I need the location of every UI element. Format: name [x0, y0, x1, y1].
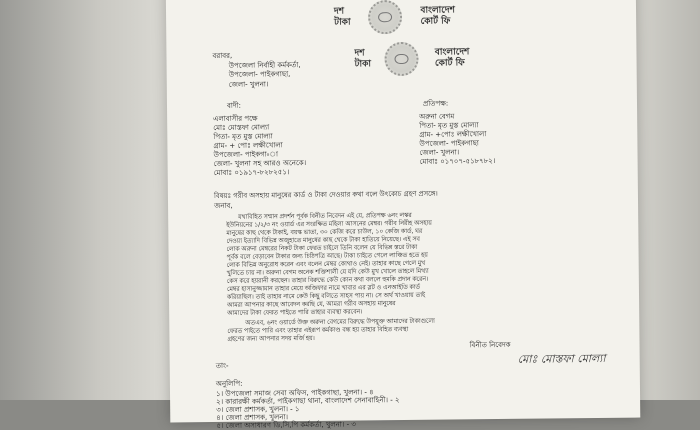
stamp-top-left: দশ	[333, 6, 345, 17]
body-line: ইউনিয়নের ১/২/৩ নং ওয়ার্ড এর সংরক্ষিত মহিলা আসনের মেম্বর। গরীব নিরীহ অসহায়	[226, 219, 432, 229]
plaintiff-line: পিতা- মৃত মুস্ত মোল্যা	[213, 132, 273, 141]
body-line: অতএব, ৬নং ওয়ার্ডে উক্ত অরুনা বেগমের বিরুদ্ধে উপযুক্ত আমাদের টাকাগুলো	[245, 317, 435, 327]
recipient-line: উপজেলা- পাইকগাছা,	[228, 70, 291, 79]
body-line: কেস করে হয়রানী করছেন। তাহার বিরুদ্ধে কেউ কোন কথা বললে হুমকি প্রদান করেন।	[226, 275, 429, 285]
stamp-mid-left: দশ	[354, 48, 365, 59]
court-fee-stamp-mid	[354, 41, 469, 76]
body-line: ফেরত পাইতে পারি এবং তাহার এইরূপ কর্মকাণ্ড বন্ধ হয় তাহার বিহিত ব্যবস্থা	[227, 325, 409, 335]
court-fee-stamp-top	[334, 0, 455, 35]
body-line: যথাবিহিত সম্মান প্রদর্শন পূর্বক বিনীত নিবেদন এই যে, প্রতিপক্ষ ৬নং লস্কর	[238, 211, 412, 221]
stamp-top-right2: কোর্ট ফি	[420, 16, 451, 27]
stamp-top-left2: টাকা	[334, 17, 351, 28]
defendant-line: উপজেলা- পাইকগাছা	[419, 139, 479, 148]
stamp-mid-left2: টাকা	[354, 59, 372, 70]
body-line: পূর্বক বলে বেড়াবেন টাকার জন্য চিঠিপত্রি আছে। টাকা চাইতে গেলে লাঞ্চিত হতে হয়	[226, 251, 428, 261]
document-page	[166, 0, 641, 430]
plaintiff-line: মোবাঃ ০১৯১৭-৮২৮২৫১।	[213, 168, 290, 177]
body-line: মেম্বর হাসানুজ্জামান তাহার মেয়ে অজিফার নামে খাবার এর স্লট ও এনআইডি কার্ড	[226, 283, 421, 293]
stamp-seal-icon	[385, 42, 419, 76]
body-line: গ্রহণের জন্য আপনার সদয় মর্জি হয়।	[227, 334, 315, 343]
defendant-line: পিতা- মৃত মুস্ত মোল্যা	[419, 121, 479, 130]
body-line: করিয়াছিল। তাই তাহার নামে কেউ কিছু বলিতে সাহস পায় না। সে অর্থ খাওয়ায় তাই	[226, 291, 426, 301]
stamp-mid-right2: কোর্ট ফি	[434, 58, 465, 69]
copy-line: ৫। জেলা অসাধারণ ডি,সি,পি কর্মকর্তা, খুলনা। - ৩	[216, 420, 356, 430]
defendant-line: জেলা- খুলনা।	[419, 148, 460, 157]
copy-line: ১। উপজেলা সমাজ সেবা অফিস, পাইকগাছা, খুলনা। - ৪	[215, 388, 374, 398]
copy-line: ৪। জেলা প্রশাসক, খুলনা।	[216, 413, 289, 422]
plaintiff-line: উপজেলা- পাইকগা৹া	[213, 150, 279, 159]
stamp-seal-icon	[368, 0, 402, 34]
copy-line: ৩। জেলা প্রশাসক, খুলনা। - ১	[216, 405, 300, 414]
recipient-line: জেলা- খুলনা।	[228, 80, 269, 89]
body-line: আমাদের টাকা ফেরত পাইতে পারি তাহার ব্যবস্থা করবেন।	[227, 308, 363, 317]
stamp-mid-right: বাংলাদেশ	[434, 47, 470, 58]
defendant-heading: প্রতিপক্ষ:	[422, 99, 449, 108]
defendant-line: গ্রাম- +পোঃ লক্ষীখোলা	[419, 130, 487, 139]
recipient-line: উপজেলা নির্বাহী কর্মকর্তা,	[228, 61, 301, 70]
date-label: তাং-	[215, 361, 229, 370]
body-line: লোক বিভিন্ন অনুরোধ করেন এবং বলেন মেম্বর কোথাও নেই। তাহার কাছে গেলে মুখ	[226, 259, 426, 269]
plaintiff-heading: বাদী:	[226, 101, 242, 110]
defendant-line: মোবাঃ ০১৭০৭-৫১৮৭৮২।	[419, 157, 496, 166]
body-line: মানুষের কাছ থেকে টাকাই, বয়স্ক ভাতা, ৩০ কেজি করে চাউল, ১০ কেজি কার্ড, ঘর	[226, 227, 423, 237]
defendant-line: অরুনা বেগম	[419, 112, 455, 121]
signature: মোঃ মোস্তফা মোল্যা	[517, 351, 606, 366]
stamp-top-right: বাংলাদেশ	[420, 5, 455, 16]
body-line: লোক অরুনা মেম্বরের নিকট টাকা ফেরত চাইলে তিনি বলেন যে বিভিন্ন স্তরে টাকা	[226, 243, 418, 253]
copy-heading: অনুলিপি:	[215, 379, 243, 388]
recipient-line: বরাবর,	[212, 51, 233, 60]
plaintiff-line: গ্রাম- + পোঃ লক্ষীখোলা	[213, 141, 283, 150]
copy-line: ২। কারারক্ষী কর্মকর্তা, পাইকগাছা থানা, বাংলাদেশ সেনাবাহিনী। - ২	[216, 396, 400, 406]
plaintiff-line: জেলা- খুলনা সহ আরও অনেকে।	[213, 159, 307, 168]
subject-line: বিষয়ঃ গরীব অসহায় মানুষের কার্ড ও টাকা দেওয়ার কথা বলে উৎকোচ গ্রহণ প্রসঙ্গে।	[213, 189, 438, 200]
plaintiff-line: এলাবাসীর পক্ষে	[213, 114, 258, 123]
body-line: আমরা আপনার কাছে আবেদন করছি যে, আমরা গরীব অসহায় মানুষের	[227, 300, 396, 309]
body-line: খুলিতে চায় না। অরুনা বেগম অনেক শক্তিশালী যে যদি কেউ মুখ খোলে তাহলে মিথ্যা	[226, 267, 429, 277]
body-line: দেওয়া ইত্যাদি বিভিন্ন অজুহাতে মানুষের কাছ থেকে টাকা হাতিয়ে নিয়েছে। এই সব	[226, 235, 420, 245]
plaintiff-line: মোঃ মোস্তফা মোল্যা	[213, 123, 270, 132]
closing: বিনীত নিবেদক	[469, 340, 511, 350]
salutation: জনাব,	[214, 201, 233, 210]
